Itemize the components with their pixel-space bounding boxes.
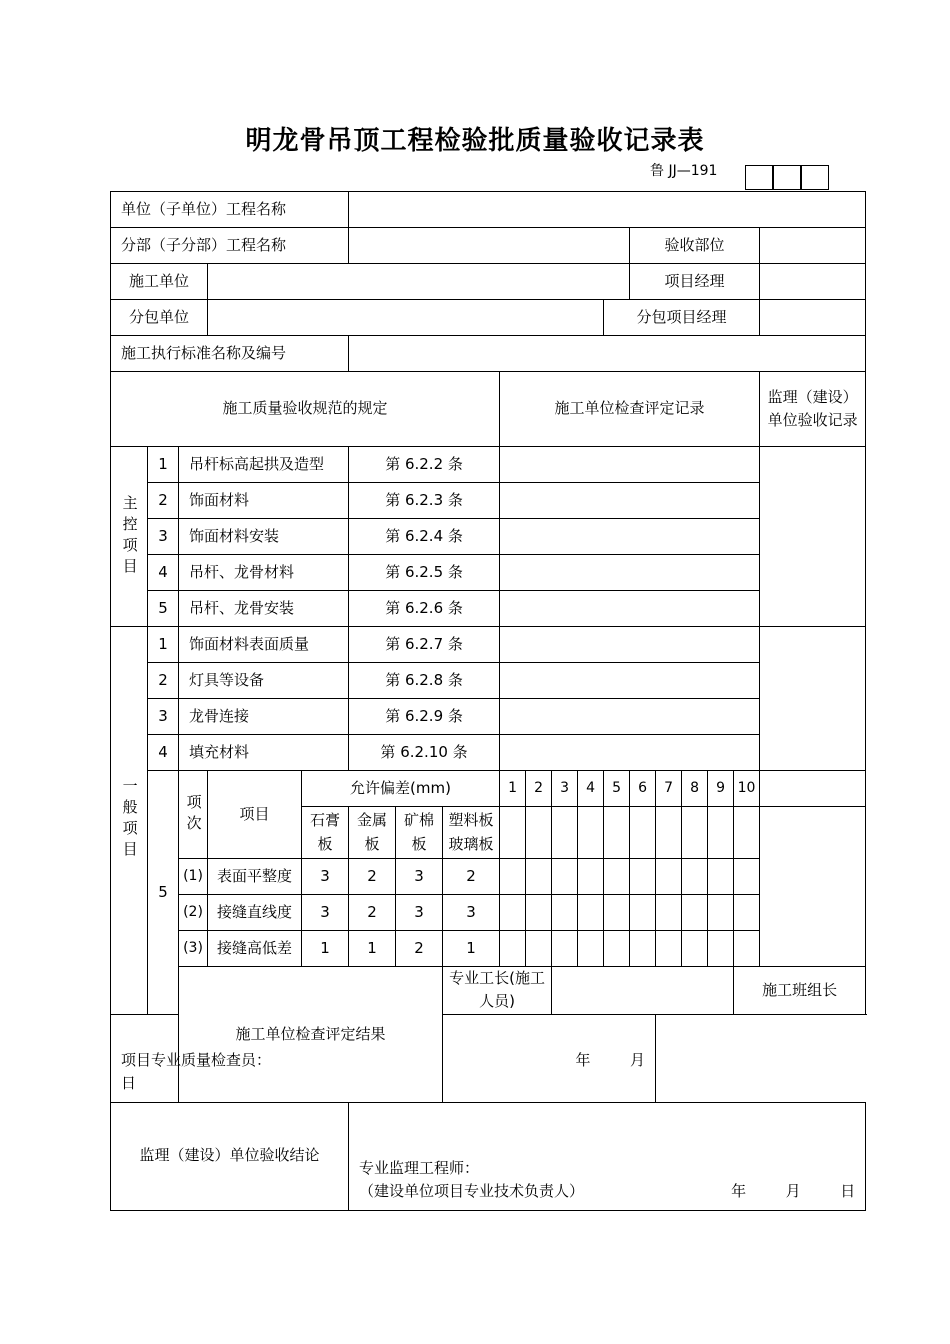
measure-cell[interactable]	[604, 931, 630, 967]
record-cell[interactable]	[500, 483, 760, 519]
measure-cell[interactable]	[708, 807, 734, 859]
deviation-value: 2	[349, 895, 396, 931]
supervision-record-cell[interactable]	[760, 627, 866, 771]
item-clause: 第 6.2.9 条	[349, 699, 500, 735]
unit-project-label: 单位（子单位）工程名称	[111, 192, 349, 228]
record-cell[interactable]	[500, 519, 760, 555]
month-label: 月	[630, 1051, 646, 1069]
sub-project-field[interactable]	[349, 228, 630, 264]
item-name: 饰面材料表面质量	[179, 627, 349, 663]
subcontractor-label: 分包单位	[111, 300, 208, 336]
material-heading: 金属板	[349, 807, 396, 859]
supervision-signature-area[interactable]	[349, 1102, 866, 1210]
main-items-label: 主控项目	[120, 494, 139, 579]
measure-cell[interactable]	[526, 859, 552, 895]
item-number: 5	[148, 591, 179, 627]
material-heading: 塑料板玻璃板	[443, 807, 500, 859]
project-manager-label: 项目经理	[630, 264, 760, 300]
measure-column-heading: 4	[578, 771, 604, 807]
deviation-value: 1	[443, 931, 500, 967]
deviation-value: 2	[396, 931, 443, 967]
general-items-label: 一般项目	[120, 778, 139, 863]
measure-cell[interactable]	[552, 895, 578, 931]
measure-cell[interactable]	[578, 931, 604, 967]
measure-cell[interactable]	[656, 859, 682, 895]
measure-cell[interactable]	[630, 931, 656, 967]
measure-cell[interactable]	[630, 895, 656, 931]
contractor-field[interactable]	[208, 264, 630, 300]
record-cell[interactable]	[500, 447, 760, 483]
item-name: 吊杆、龙骨材料	[179, 555, 349, 591]
record-cell[interactable]	[500, 627, 760, 663]
record-cell[interactable]	[500, 555, 760, 591]
measure-cell[interactable]	[578, 895, 604, 931]
page-title: 明龙骨吊顶工程检验批质量验收记录表	[245, 126, 705, 156]
deviation-value: 3	[396, 859, 443, 895]
measure-cell[interactable]	[682, 807, 708, 859]
item-name: 龙骨连接	[179, 699, 349, 735]
supervisor-label: 专业监理工程师：	[359, 1159, 480, 1177]
deviation-value: 2	[443, 859, 500, 895]
deviation-value: 3	[443, 895, 500, 931]
deviation-row-seq: (2)	[179, 895, 208, 931]
sub-project-label: 分部（子分部）工程名称	[111, 228, 349, 264]
item-clause: 第 6.2.7 条	[349, 627, 500, 663]
deviation-item-heading: 项目	[208, 771, 302, 859]
owner-rep-label: （建设单位项目专业技术负责人）	[359, 1182, 585, 1201]
measure-column-heading: 3	[552, 771, 578, 807]
supervision-record-cell[interactable]	[760, 771, 866, 807]
item-number: 4	[148, 555, 179, 591]
item-clause: 第 6.2.8 条	[349, 663, 500, 699]
contractor-result-label: 施工单位检查评定结果	[179, 967, 443, 1103]
day-label: 日	[121, 1074, 137, 1093]
measure-cell[interactable]	[656, 931, 682, 967]
measure-cell[interactable]	[734, 895, 760, 931]
item-name: 吊杆、龙骨安装	[179, 591, 349, 627]
item-name: 吊杆标高起拱及造型	[179, 447, 349, 483]
deviation-row-seq: (3)	[179, 931, 208, 967]
deviation-value: 3	[302, 859, 349, 895]
inspection-form-table	[110, 191, 866, 1211]
material-heading: 石膏板	[302, 807, 349, 859]
item-name: 饰面材料	[179, 483, 349, 519]
deviation-value: 2	[349, 859, 396, 895]
year-label: 年	[731, 1182, 747, 1201]
measure-cell[interactable]	[500, 807, 526, 859]
subcontractor-field[interactable]	[208, 300, 604, 336]
record-cell[interactable]	[500, 699, 760, 735]
deviation-row-seq: (1)	[179, 859, 208, 895]
item-clause: 第 6.2.3 条	[349, 483, 500, 519]
measure-cell[interactable]	[526, 807, 552, 859]
deviation-row-name: 接缝直线度	[208, 895, 302, 931]
item-number: 2	[148, 663, 179, 699]
unit-project-field[interactable]	[349, 192, 866, 228]
measure-cell[interactable]	[682, 859, 708, 895]
measure-cell[interactable]	[708, 895, 734, 931]
measure-cell[interactable]	[734, 807, 760, 859]
standard-field[interactable]	[349, 336, 866, 372]
seq-heading	[179, 771, 208, 859]
deviation-value: 3	[396, 895, 443, 931]
spec-heading: 施工质量验收规范的规定	[111, 372, 500, 447]
sub-project-manager-label: 分包项目经理	[604, 300, 760, 336]
measure-cell[interactable]	[578, 807, 604, 859]
day-label: 日	[840, 1182, 856, 1201]
contractor-label: 施工单位	[111, 264, 208, 300]
measure-cell[interactable]	[500, 859, 526, 895]
measure-column-heading: 7	[656, 771, 682, 807]
item-number: 1	[148, 627, 179, 663]
project-manager-field[interactable]	[760, 264, 866, 300]
measure-cell[interactable]	[526, 931, 552, 967]
measure-cell[interactable]	[708, 931, 734, 967]
month-label: 月	[785, 1182, 801, 1201]
measure-cell[interactable]	[552, 859, 578, 895]
record-cell[interactable]	[500, 663, 760, 699]
sub-project-manager-field[interactable]	[760, 300, 866, 336]
foreman-field[interactable]	[552, 967, 734, 1015]
item-name: 填充材料	[179, 735, 349, 771]
team-leader-label: 施工班组长	[734, 967, 866, 1015]
measure-cell[interactable]	[734, 859, 760, 895]
measure-column-heading: 6	[630, 771, 656, 807]
inspection-part-label: 验收部位	[630, 228, 760, 264]
deviation-item-number: 5	[148, 771, 179, 1015]
document-code: 鲁 JJ—191	[650, 163, 718, 179]
deviation-value: 1	[349, 931, 396, 967]
supervision-conclusion-label: 监理（建设）单位验收结论	[111, 1102, 349, 1210]
measure-cell[interactable]	[604, 859, 630, 895]
supervision-heading: 监理（建设）单位验收记录	[760, 372, 866, 447]
record-cell[interactable]	[500, 735, 760, 771]
deviation-value: 1	[302, 931, 349, 967]
item-name: 灯具等设备	[179, 663, 349, 699]
measure-cell[interactable]	[526, 895, 552, 931]
code-box[interactable]	[773, 165, 801, 190]
item-number: 4	[148, 735, 179, 771]
item-number: 3	[148, 519, 179, 555]
measure-cell[interactable]	[552, 807, 578, 859]
seq-heading-label: 项次	[184, 793, 203, 836]
item-clause: 第 6.2.4 条	[349, 519, 500, 555]
supervision-record-cell[interactable]	[760, 807, 866, 967]
standard-label: 施工执行标准名称及编号	[111, 336, 349, 372]
item-clause: 第 6.2.6 条	[349, 591, 500, 627]
measure-cell[interactable]	[630, 859, 656, 895]
measure-cell[interactable]	[656, 807, 682, 859]
measure-cell[interactable]	[578, 859, 604, 895]
supervision-record-cell[interactable]	[760, 447, 866, 627]
measure-cell[interactable]	[604, 807, 630, 859]
deviation-row-name: 表面平整度	[208, 859, 302, 895]
item-clause: 第 6.2.10 条	[349, 735, 500, 771]
measure-column-heading: 9	[708, 771, 734, 807]
deviation-value: 3	[302, 895, 349, 931]
code-box[interactable]	[745, 165, 773, 190]
measure-cell[interactable]	[682, 895, 708, 931]
code-box[interactable]	[801, 165, 829, 190]
item-clause: 第 6.2.5 条	[349, 555, 500, 591]
measure-column-heading: 2	[526, 771, 552, 807]
inspection-part-field[interactable]	[760, 228, 866, 264]
measure-cell[interactable]	[552, 931, 578, 967]
item-number: 1	[148, 447, 179, 483]
measure-column-heading: 8	[682, 771, 708, 807]
measure-column-heading: 5	[604, 771, 630, 807]
measure-cell[interactable]	[500, 931, 526, 967]
item-number: 2	[148, 483, 179, 519]
allowed-deviation-heading: 允许偏差(mm)	[302, 771, 500, 807]
record-heading: 施工单位检查评定记录	[500, 372, 760, 447]
item-name: 饰面材料安装	[179, 519, 349, 555]
record-cell[interactable]	[500, 591, 760, 627]
general-items-group	[111, 627, 148, 1015]
main-items-group	[111, 447, 148, 627]
measure-cell[interactable]	[604, 895, 630, 931]
item-clause: 第 6.2.2 条	[349, 447, 500, 483]
inspector-label: 项目专业质量检查员：	[121, 1051, 272, 1069]
measure-cell[interactable]	[734, 931, 760, 967]
measure-cell[interactable]	[630, 807, 656, 859]
foreman-label: 专业工长(施工人员)	[443, 967, 552, 1015]
measure-column-heading: 1	[500, 771, 526, 807]
deviation-row-name: 接缝高低差	[208, 931, 302, 967]
measure-cell[interactable]	[656, 895, 682, 931]
measure-cell[interactable]	[708, 859, 734, 895]
measure-column-heading: 10	[734, 771, 760, 807]
year-label: 年	[575, 1051, 591, 1069]
item-number: 3	[148, 699, 179, 735]
material-heading: 矿棉板	[396, 807, 443, 859]
measure-cell[interactable]	[682, 931, 708, 967]
measure-cell[interactable]	[500, 895, 526, 931]
